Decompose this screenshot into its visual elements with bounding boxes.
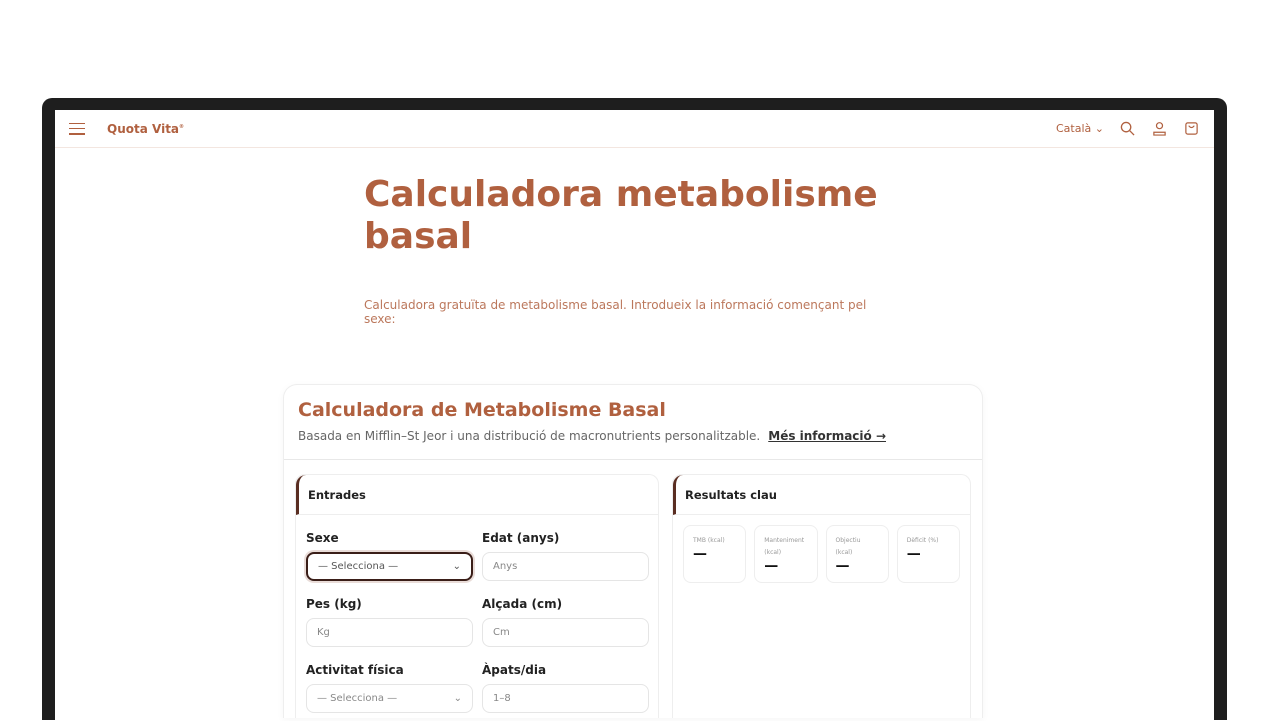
calculator-title: Calculadora de Metabolisme Basal (298, 399, 666, 421)
meals-label: Àpats/dia (482, 663, 547, 677)
results-panel (672, 474, 971, 718)
stat-label: TMB (kcal) (693, 537, 725, 544)
stat-label: Objectiu (kcal) (835, 537, 861, 556)
sex-select[interactable] (306, 552, 473, 581)
calculator-subtitle: Basada en Mifflin–St Jeor i una distribució de macronutrients personalitzable. (298, 429, 761, 443)
browser-screen (55, 110, 1214, 720)
page-title: Calculadora metabolisme basal (364, 174, 878, 257)
logo-mark: ® (179, 123, 185, 130)
sex-select-value: — Selecciona — (318, 561, 399, 572)
stat-value: — (835, 558, 850, 574)
cart-icon[interactable] (1182, 120, 1200, 138)
logo[interactable] (107, 122, 184, 136)
hero (364, 174, 884, 326)
stat-goal (826, 525, 889, 583)
stat-value: — (693, 546, 707, 562)
calculator-card (283, 384, 983, 718)
language-label: Català (1056, 122, 1092, 135)
age-label: Edat (anys) (482, 531, 560, 545)
more-info-link[interactable]: Més informació → (768, 429, 886, 443)
height-label: Alçada (cm) (482, 597, 563, 611)
page-intro: Calculadora gratuïta de metabolisme basal. Introdueix la informació començant pel sexe: (364, 298, 867, 326)
stat-maintenance (754, 525, 817, 583)
menu-icon[interactable] (69, 123, 85, 135)
stat-label: Dèficit (%) (906, 537, 939, 544)
height-input[interactable]: Cm (482, 618, 649, 647)
stat-bmr (683, 525, 746, 583)
inputs-title: Entrades (296, 475, 658, 515)
stat-label: Manteniment (kcal) (764, 537, 805, 556)
age-input[interactable]: Anys (482, 552, 649, 581)
stat-value: — (764, 558, 779, 574)
activity-label: Activitat física (306, 663, 404, 677)
activity-select[interactable] (306, 684, 473, 713)
meals-input[interactable]: 1–8 (482, 684, 649, 713)
results-title: Resultats clau (673, 475, 970, 515)
sex-label: Sexe (306, 531, 339, 545)
search-icon[interactable] (1118, 120, 1136, 138)
inputs-panel (295, 474, 659, 718)
logo-text: Quota Vita (107, 121, 180, 136)
stat-deficit (897, 525, 960, 583)
stat-value: — (906, 546, 921, 562)
chevron-down-icon: ⌄ (452, 561, 461, 572)
account-icon[interactable] (1150, 120, 1168, 138)
site-header (55, 110, 1214, 148)
weight-label: Pes (kg) (306, 597, 362, 611)
chevron-down-icon: ⌄ (453, 693, 462, 704)
weight-input[interactable]: Kg (306, 618, 473, 647)
activity-select-value: — Selecciona — (317, 693, 398, 704)
language-selector[interactable]: Català ⌄ (1056, 122, 1104, 135)
